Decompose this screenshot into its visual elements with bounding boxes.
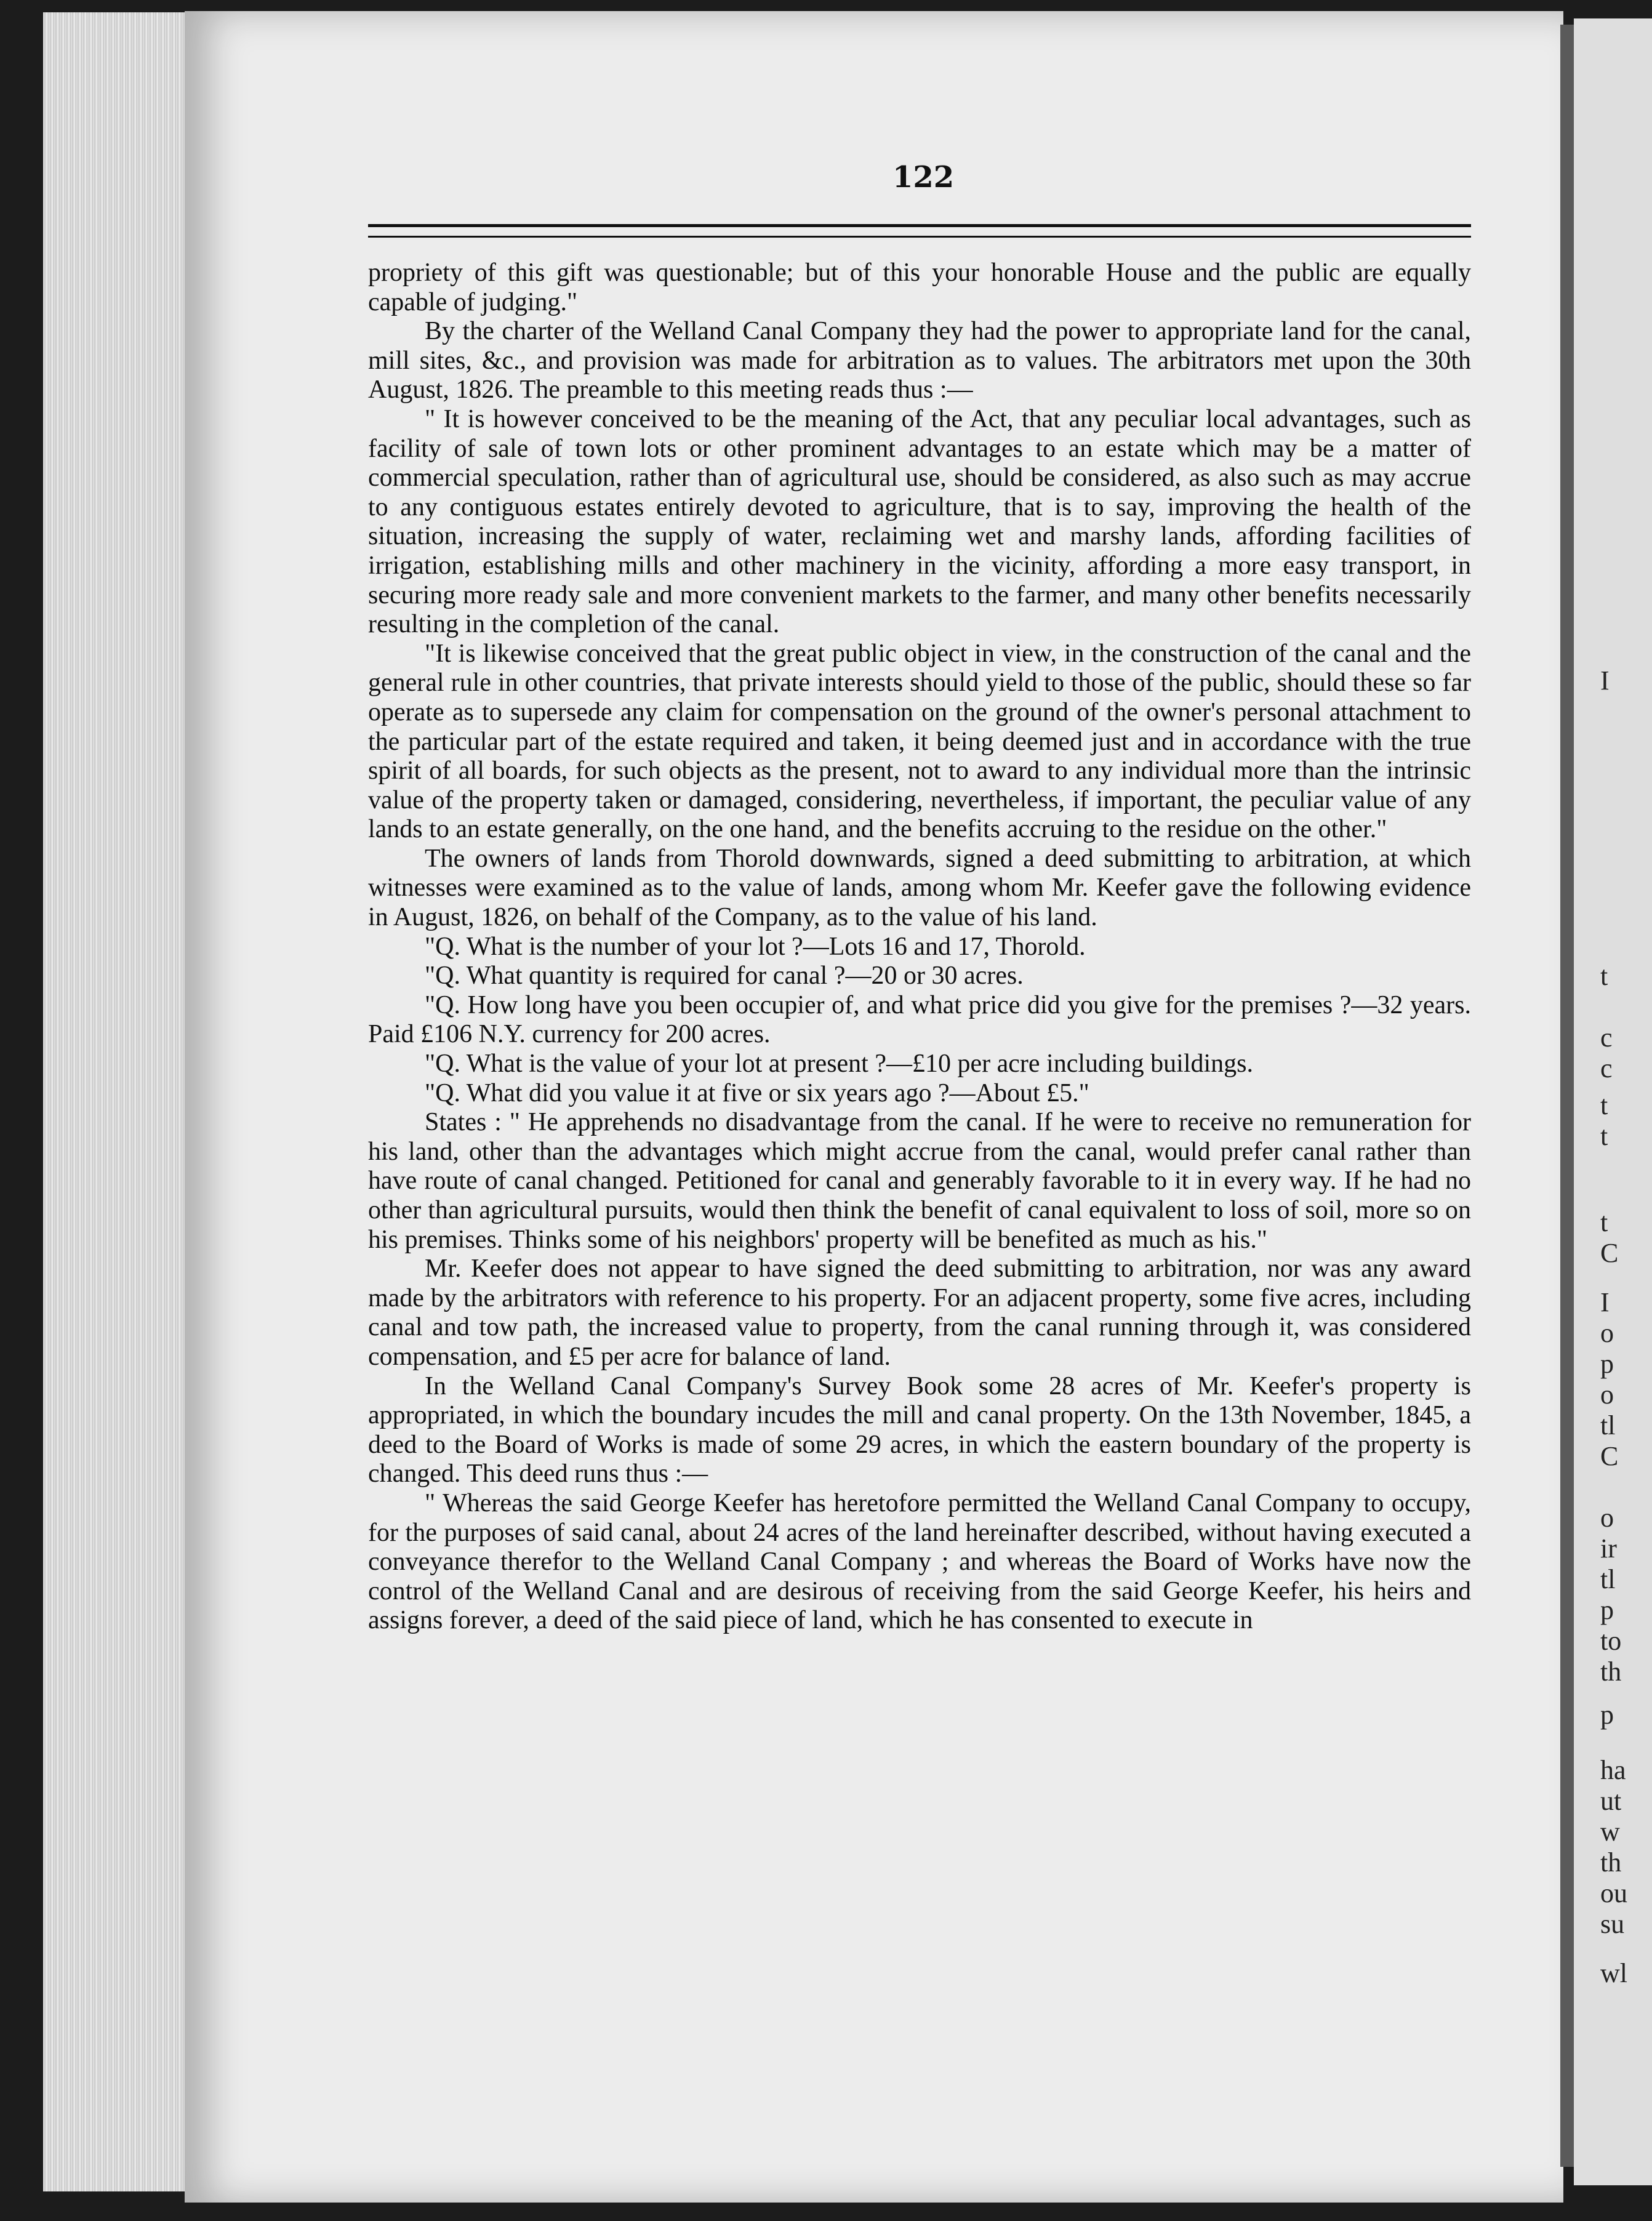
adjacent-page-fragment: ir [1600, 1533, 1617, 1564]
adjacent-page-fragment: t [1600, 1090, 1608, 1120]
adjacent-page-fragment: o [1600, 1503, 1614, 1533]
paragraph: " Whereas the said George Keefer has heretofore permitted the Welland Canal Company to occupy, for the purposes of said canal, about 24 acres of the land hereinafter described, without having executed a conveyance therefor to the Welland Canal Company ; and whereas the Board of Works have now the control of the Welland Canal and are desirous of receiving from the said George Keefer, his heirs and assigns forever, a deed of the said piece of land, which he has consented to execute in [368, 1488, 1471, 1635]
adjacent-page-fragment: p [1600, 1595, 1614, 1625]
adjacent-page-fragment: C [1600, 1441, 1619, 1471]
adjacent-page-fragment: ut [1600, 1786, 1622, 1816]
adjacent-page-fragment: o [1600, 1318, 1614, 1348]
paragraph: In the Welland Canal Company's Survey Book some 28 acres of Mr. Keefer's property is appropriated, in which the boundary incudes the mill and canal property. On the 13th November, 1845, a deed to the Board of Works is made of some 29 acres, in which the eastern boundary of the property is changed. This deed runs thus :— [368, 1372, 1471, 1488]
question-line: "Q. What is the number of your lot ?—Lots 16 and 17, Thorold. [425, 932, 1086, 961]
paragraph: The owners of lands from Thorold downwards, signed a deed submitting to arbitration, at which witnesses were examined as to the value of lands, among whom Mr. Keefer gave the following evidence in August, 1826, on behalf of the Company, as to the value of his land. [368, 844, 1471, 932]
page-edges [43, 12, 203, 2191]
paragraph: " It is however conceived to be the meaning of the Act, that any peculiar local advantages, such as facility of sale of town lots or other prominent advantages to an estate which may be a matter of commercial speculation, rather than of agricultural use, should be considered, as also such as may accrue to any contiguous estates entirely devoted to agriculture, that is to say, improving the health of the situation, increasing the supply of water, reclaiming wet and marshy lands, affording facilities of irrigation, establishing mills and other machinery in the vicinity, affording a more easy transport, in securing more ready sale and more convenient markets to the farmer, and many other benefits necessarily resulting in the completion of the canal. [368, 404, 1471, 639]
adjacent-page-fragment: tl [1600, 1410, 1616, 1440]
adjacent-page-fragment: th [1600, 1657, 1622, 1687]
question-line: "Q. What is the value of your lot at present ?—£10 per acre including buildings. [425, 1050, 1254, 1078]
adjacent-page-fragment: to [1600, 1626, 1622, 1656]
paragraph: "It is likewise conceived that the great public object in view, in the construction of the canal and the general rule in other countries, that private interests should yield to those of the public, should these so far operate as to supersede any claim for compensation on the ground of the owner's personal attachment to the particular part of the estate required and taken, it being deemed just and in accordance with the true spirit of all boards, for such objects as the present, not to award to any individual more than the intrinsic value of the property taken or damaged, considering, nevertheless, if important, the peculiar value of any lands to an estate generally, on the one hand, and the benefits accruing to the residue on the other." [368, 639, 1471, 844]
adjacent-page-fragment: I [1600, 665, 1610, 696]
paragraph: propriety of this gift was questionable; but of this your honorable House and the public are equally capable of judging." [368, 259, 1471, 316]
adjacent-page-fragment: t [1600, 1207, 1608, 1237]
adjacent-page-fragment: c [1600, 1053, 1613, 1083]
adjacent-page-fragment: wl [1600, 1958, 1627, 1988]
page-number: 122 [892, 160, 955, 195]
paragraph: By the charter of the Welland Canal Company they had the power to appropriate land for the canal, mill sites, &c., and provision was made for arbitration as to values. The arbitrators met upon the 30th August, 1826. The preamble to this meeting reads thus :— [368, 317, 1471, 404]
adjacent-page-fragment: C [1600, 1238, 1619, 1268]
adjacent-page-fragment: o [1600, 1380, 1614, 1410]
adjacent-page-fragment: p [1600, 1349, 1614, 1379]
adjacent-page-fragment: t [1600, 961, 1608, 991]
paragraph: Mr. Keefer does not appear to have signed the deed submitting to arbitration, nor was any award made by the arbitrators with reference to his property. For an adjacent property, some five acres, including canal and tow path, the increased value to property, from the canal running through it, was considered compensation, and £5 per acre for balance of land. [368, 1255, 1471, 1371]
adjacent-page-fragment: t [1600, 1121, 1608, 1151]
question-line: "Q. How long have you been occupier of, and what price did you give for the premises ?—32 years. Paid £106 N.Y. currency for 200 acres. [368, 990, 1471, 1049]
question-line: "Q. What quantity is required for canal ?—20 or 30 acres. [425, 962, 1024, 990]
adjacent-page-fragment: th [1600, 1847, 1622, 1878]
book-gutter [1560, 25, 1574, 2167]
paragraph: States : " He apprehends no disadvantage from the canal. If he were to receive no remuneration for his land, other than the advantages which might accrue from the canal, would prefer canal rather than have route of canal changed. Petitioned for canal and generably favorable to it in every way. If he had no other than agricultural pursuits, would then think the benefit of canal equivalent to loss of soil, more so on his premises. Thinks some of his neighbors' property will be benefited as much as his." [368, 1108, 1471, 1254]
adjacent-page-fragment: c [1600, 1022, 1613, 1053]
adjacent-page-fragment: w [1600, 1817, 1620, 1847]
adjacent-page-fragment: ou [1600, 1878, 1627, 1908]
question-line: "Q. What did you value it at five or six years ago ?—About £5." [425, 1078, 1089, 1107]
adjacent-page-fragment: p [1600, 1700, 1614, 1730]
adjacent-page-fragment: tl [1600, 1564, 1616, 1594]
adjacent-page-fragment: ha [1600, 1755, 1626, 1785]
adjacent-page-fragment: I [1600, 1287, 1610, 1317]
page-body [368, 259, 1471, 1636]
header-rule [368, 224, 1471, 238]
adjacent-page-fragment: su [1600, 1909, 1625, 1939]
